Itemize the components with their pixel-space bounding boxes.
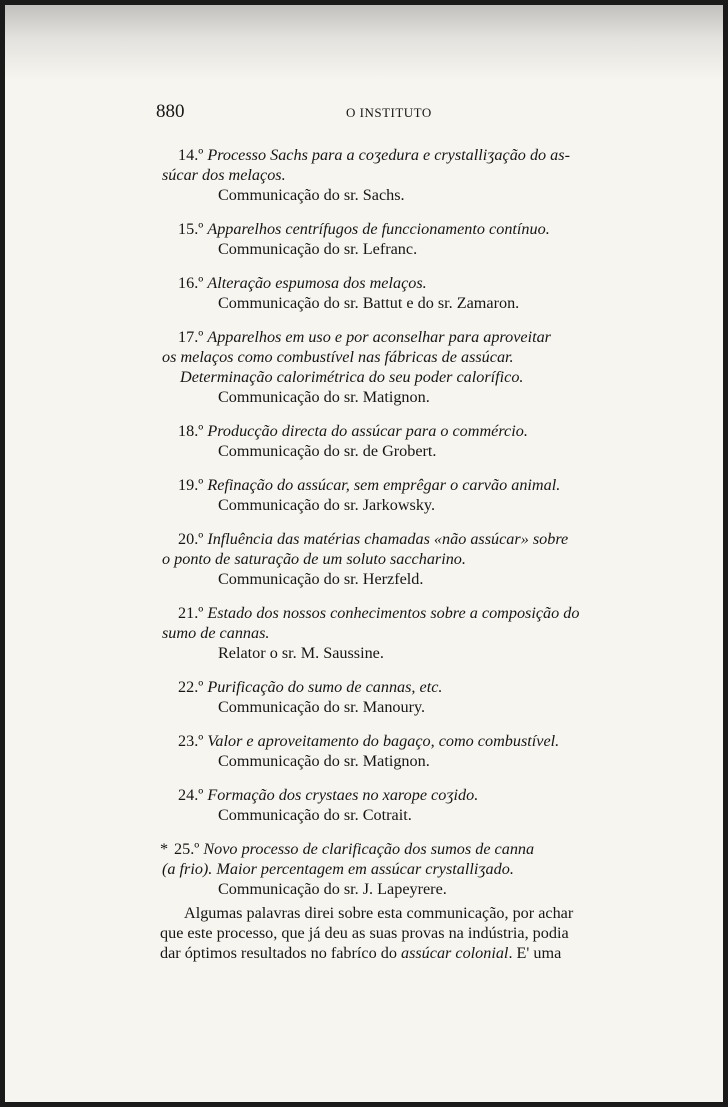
item-number: 23.º [178,732,204,750]
page-scan [5,5,723,1102]
item-title: Apparelhos centrífugos de funccionamento contínuo. [207,220,550,238]
item-title: Novo processo de clarificação dos sumos de canna [203,840,535,858]
list-item [160,785,638,825]
item-communication: Communicação do sr. Lefranc. [218,240,418,258]
item-marker: * [160,840,169,858]
item-title: Producção directa do assúcar para o commércio. [207,422,528,440]
item-title-continued: sumo de cannas. [162,624,270,642]
item-number: 24.º [178,786,204,804]
item-number: 14.º [178,146,204,164]
page-number: 880 [156,101,185,122]
list-item [160,529,638,589]
item-communication: Communicação do sr. Jarkowsky. [218,496,435,514]
paragraph-line [160,943,638,963]
list-item [160,839,638,899]
item-communication: Communicação do sr. Herzfeld. [218,570,424,588]
item-communication: Communicação do sr. Manoury. [218,698,426,716]
item-communication: Communicação do sr. Sachs. [218,186,405,204]
paragraph-text: . E' uma [508,944,562,962]
paragraph-text: dar óptimos resultados no fabríco do [160,944,401,962]
item-communication: Communicação do sr. J. Lapeyrere. [218,880,447,898]
paragraph-emphasis: assúcar colonial [400,944,509,962]
item-communication: Communicação do sr. Matignon. [218,388,430,406]
item-number: 20.º [178,530,204,548]
list-item [160,145,638,205]
item-number: 21.º [178,604,204,622]
item-communication: Communicação do sr. Battut e do sr. Zamaron. [218,294,520,312]
running-title: O INSTITUTO [346,105,432,120]
list-item [160,219,638,259]
list-item [160,327,638,407]
item-communication: Relator o sr. M. Saussine. [218,644,384,662]
item-number: 25.º [174,840,200,858]
item-title-continued: o ponto de saturação de um soluto saccharino. [162,550,466,568]
item-title: Influência das matérias chamadas «não assúcar» sobre [207,530,569,548]
item-communication: Communicação do sr. Matignon. [218,752,430,770]
item-title: Valor e aproveitamento do bagaço, como combustível. [207,732,560,750]
item-title: Apparelhos em uso e por aconselhar para aproveitar [207,328,551,346]
item-title: Purificação do sumo de cannas, etc. [207,678,443,696]
item-title: Refinação do assúcar, sem emprêgar o carvão animal. [207,476,561,494]
list-item [160,273,638,313]
document-body [160,145,638,963]
list-item [160,475,638,515]
list-item [160,603,638,663]
paragraph-line: Algumas palavras direi sobre esta communicação, por achar [184,904,574,922]
list-item [160,677,638,717]
scan-smudge [5,5,723,80]
item-title: Processo Sachs para a coʒedura e crystalliʒação do as- [207,146,570,164]
item-title: Estado dos nossos conhecimentos sobre a composição do [207,604,580,622]
paragraph-line: que este processo, que já deu as suas provas na indústria, podia [160,924,569,942]
list-item [160,421,638,461]
item-communication: Communicação do sr. de Grobert. [218,442,437,460]
item-number: 19.º [178,476,204,494]
item-number: 18.º [178,422,204,440]
item-title-continued: súcar dos melaços. [162,166,286,184]
item-title: Formação dos crystaes no xarope coʒido. [207,786,479,804]
item-number: 15.º [178,220,204,238]
item-title: Alteração espumosa dos melaços. [207,274,427,292]
item-title-continued: (a frio). Maior percentagem em assúcar crystalliʒado. [162,860,514,878]
body-paragraph [160,903,638,963]
item-number: 16.º [178,274,204,292]
item-title-continued: os melaços como combustível nas fábricas de assúcar. [162,348,514,366]
item-number: 22.º [178,678,204,696]
item-communication: Communicação do sr. Cotrait. [218,806,412,824]
list-item [160,731,638,771]
page-header [156,101,636,125]
item-title-continued: Determinação calorimétrica do seu poder calorífico. [180,368,524,386]
item-number: 17.º [178,328,204,346]
